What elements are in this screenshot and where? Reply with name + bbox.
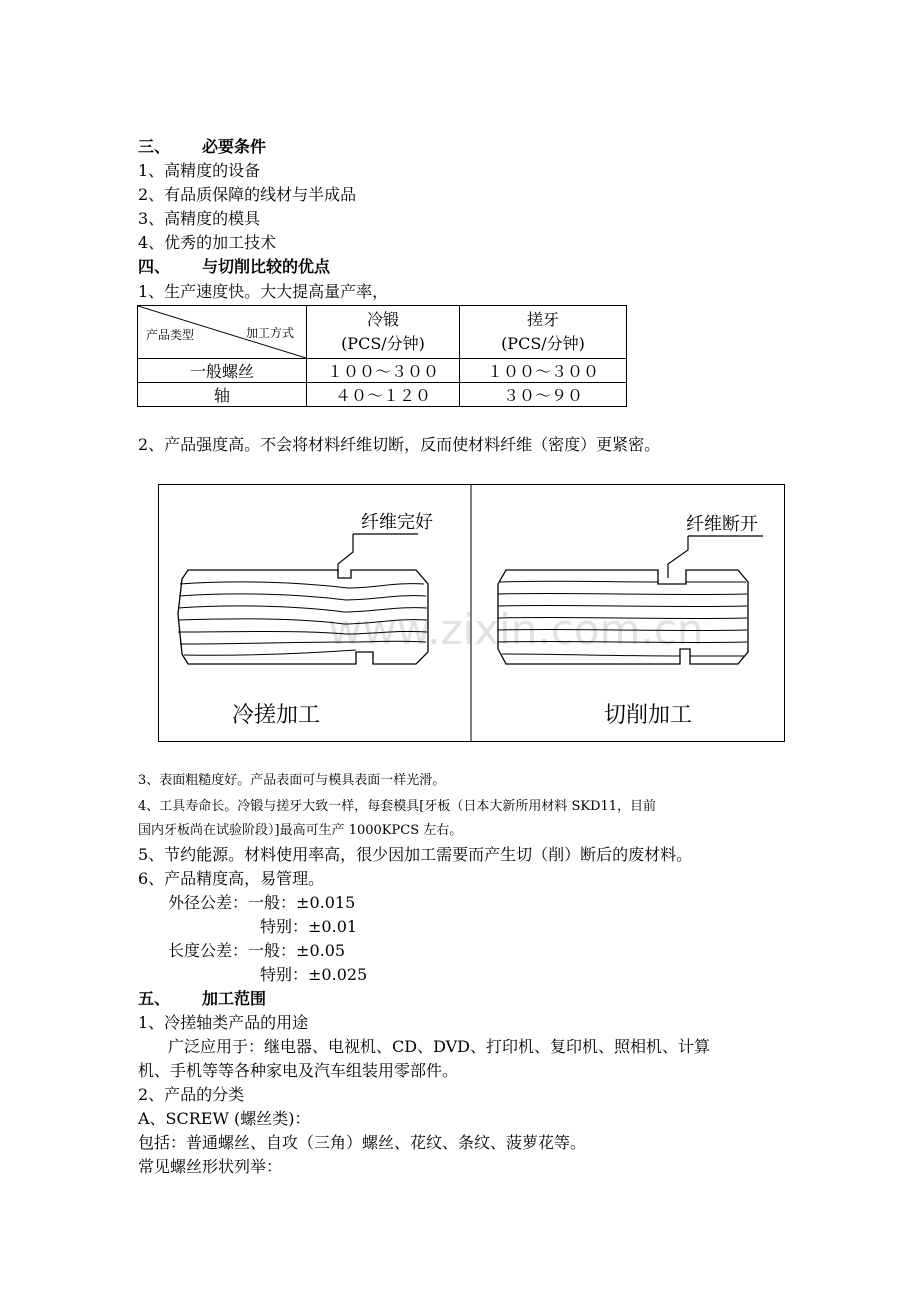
header-cold-forge-label: 冷锻 (366, 310, 399, 329)
table-header-cold-forge (307, 306, 460, 359)
advantage-5: 5、节约能源。材料使用率高，很少因加工需要而产生切（削）断后的废材料。 (138, 845, 693, 864)
section-3-item-4: 4、优秀的加工技术 (138, 233, 277, 252)
length-tolerance-general (168, 940, 345, 962)
advantage-1: 1、生产速度快。大大提高量产率， (138, 282, 389, 301)
section-3-title: 必要条件 (202, 137, 267, 156)
table-row (138, 359, 627, 383)
section-4-number: 四、 (138, 257, 171, 276)
callout-fiber-intact: 纤维完好 (361, 512, 433, 533)
fiber-comparison-figure (158, 484, 785, 742)
section-3-item-3: 3、高精度的模具 (138, 209, 261, 228)
outer-tolerance-general (168, 892, 355, 914)
advantage-3: 3、表面粗糙度好。产品表面可与模具表面一样光滑。 (138, 773, 446, 788)
advantage-6: 6、产品精度高，易管理。 (138, 869, 325, 888)
length-special-value: ±0.025 (308, 965, 368, 984)
table-cell-product: 一般螺丝 (138, 359, 307, 383)
table-cell-thread-roll: ３０～９０ (460, 383, 627, 407)
corner-label-product-type: 产品类型 (146, 328, 195, 342)
table-cell-thread-roll: １００～３００ (460, 359, 627, 383)
section-3-item-1: 1、高精度的设备 (138, 161, 261, 180)
special-label: 特别： (260, 965, 309, 984)
advantage-4-line-2: 国内牙板尚在试验阶段）]最高可生产 1000KPCS 左右。 (138, 823, 463, 838)
corner-label-process-method: 加工方式 (245, 326, 294, 340)
table-corner-cell (138, 306, 307, 359)
outer-tolerance-label: 外径公差： (168, 893, 249, 912)
table-header-row (138, 306, 627, 359)
section-5-number: 五、 (138, 989, 171, 1008)
length-tolerance-special (260, 964, 367, 986)
section-5-title: 加工范围 (202, 989, 267, 1008)
caption-machining: 切削加工 (604, 703, 693, 728)
outer-general-value: ±0.015 (296, 893, 356, 912)
advantage-4-line-1: 4、工具寿命长。冷锻与搓牙大致一样，每套模具[牙板（日本大新所用材料 SKD11，目前 (138, 799, 657, 814)
special-label: 特别： (260, 917, 309, 936)
caption-cold-rolling: 冷搓加工 (232, 703, 321, 728)
table-cell-product: 轴 (138, 383, 307, 407)
general-label: 一般： (248, 893, 297, 912)
speed-comparison-table (137, 305, 627, 407)
section-4-title: 与切削比较的优点 (202, 257, 331, 276)
outer-tolerance-special (260, 916, 357, 938)
scope-usage-line-2: 机、手机等等各种家电及汽车组装用零部件。 (138, 1061, 459, 1080)
watermark: www.zixin.com.cn (328, 605, 704, 654)
advantage-2: 2、产品强度高。不会将材料纤维切断，反而使材料纤维（密度）更紧密。 (138, 435, 661, 454)
length-general-value: ±0.05 (296, 941, 346, 960)
common-screw-shapes: 常见螺丝形状列举： (138, 1157, 283, 1176)
section-3-item-2: 2、有品质保障的线材与半成品 (138, 185, 357, 204)
screw-category: A、SCREW (螺丝类)： (138, 1109, 311, 1128)
length-tolerance-label: 长度公差： (168, 941, 249, 960)
section-5-heading (138, 988, 266, 1010)
header-thread-roll-label: 搓牙 (526, 310, 559, 329)
scope-usage-line-1: 广泛应用于：继电器、电视机、CD、DVD、打印机、复印机、照相机、计算 (168, 1037, 711, 1056)
screw-includes: 包括：普通螺丝、自攻（三角）螺丝、花纹、条纹、菠萝花等。 (138, 1133, 587, 1152)
scope-item-2: 2、产品的分类 (138, 1085, 245, 1104)
header-thread-roll-unit: (PCS/分钟) (501, 334, 585, 353)
section-3-number: 三、 (138, 137, 171, 156)
table-cell-cold-forge: １００～３００ (307, 359, 460, 383)
section-4-heading (138, 256, 330, 278)
scope-item-1: 1、冷搓轴类产品的用途 (138, 1013, 309, 1032)
table-row (138, 383, 627, 407)
table-header-thread-roll (460, 306, 627, 359)
general-label: 一般： (248, 941, 297, 960)
callout-fiber-broken: 纤维断开 (686, 514, 758, 535)
outer-special-value: ±0.01 (308, 917, 358, 936)
header-cold-forge-unit: (PCS/分钟) (341, 334, 425, 353)
fiber-diagram (158, 484, 785, 742)
section-3-heading (138, 136, 266, 158)
table-cell-cold-forge: ４０～１２０ (307, 383, 460, 407)
